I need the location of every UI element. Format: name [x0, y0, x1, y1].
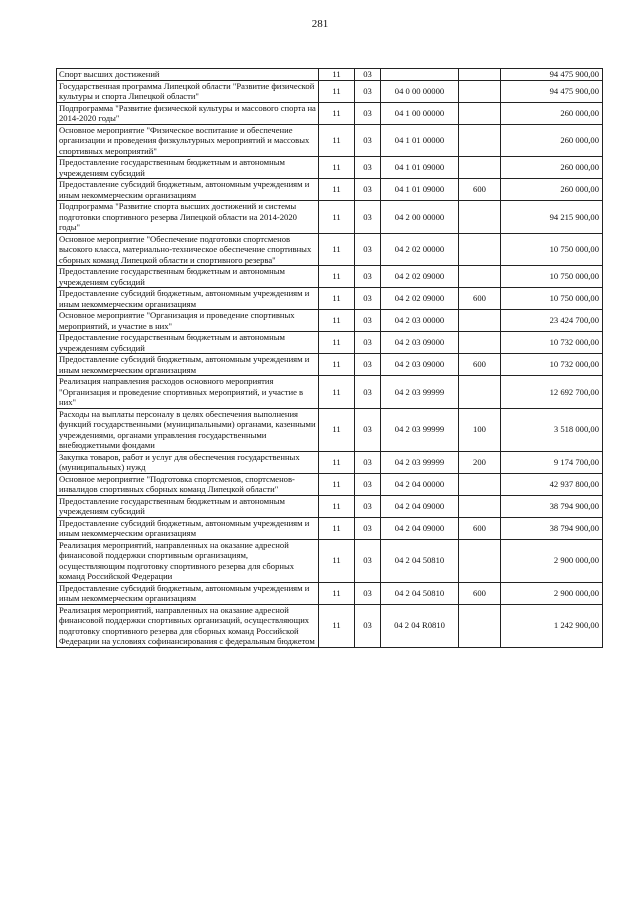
- amount: 9 174 700,00: [501, 451, 603, 473]
- target-article-code: 04 2 04 00000: [381, 473, 459, 495]
- subsection-code: 03: [355, 102, 381, 124]
- target-article-code: [381, 69, 459, 81]
- table-row: [57, 495, 603, 517]
- table-row: [57, 451, 603, 473]
- table-row: [57, 102, 603, 124]
- section-code: 11: [319, 233, 355, 266]
- subsection-code: 03: [355, 124, 381, 157]
- expense-type-code: [459, 233, 501, 266]
- section-code: 11: [319, 604, 355, 647]
- expense-type-code: 600: [459, 354, 501, 376]
- section-code: 11: [319, 102, 355, 124]
- amount: 10 750 000,00: [501, 288, 603, 310]
- section-code: 11: [319, 517, 355, 539]
- table-row: [57, 473, 603, 495]
- section-code: 11: [319, 582, 355, 604]
- expense-type-code: 600: [459, 517, 501, 539]
- table-row: [57, 310, 603, 332]
- target-article-code: 04 1 01 00000: [381, 124, 459, 157]
- target-article-code: 04 2 04 50810: [381, 582, 459, 604]
- expense-type-code: [459, 604, 501, 647]
- subsection-code: 03: [355, 201, 381, 234]
- subsection-code: 03: [355, 266, 381, 288]
- table-row: [57, 354, 603, 376]
- budget-table: [56, 68, 603, 648]
- expense-type-code: 600: [459, 179, 501, 201]
- amount: 23 424 700,00: [501, 310, 603, 332]
- section-code: 11: [319, 201, 355, 234]
- expense-type-code: [459, 495, 501, 517]
- item-name: Закупка товаров, работ и услуг для обеспечения государственных (муниципальных) нужд: [57, 451, 319, 473]
- expense-type-code: [459, 124, 501, 157]
- item-name: Основное мероприятие "Организация и проведение спортивных мероприятий, и участие в них": [57, 310, 319, 332]
- table-row: [57, 80, 603, 102]
- item-name: Подпрограмма "Развитие спорта высших достижений и системы подготовки спортивного резерва Липецкой области на 2014-2020 годы": [57, 201, 319, 234]
- expense-type-code: [459, 102, 501, 124]
- item-name: Государственная программа Липецкой области "Развитие физической культуры и спорта Липецкой области": [57, 80, 319, 102]
- section-code: 11: [319, 124, 355, 157]
- amount: 260 000,00: [501, 102, 603, 124]
- amount: 260 000,00: [501, 157, 603, 179]
- expense-type-code: [459, 80, 501, 102]
- target-article-code: 04 2 04 09000: [381, 517, 459, 539]
- table-row: [57, 179, 603, 201]
- amount: 2 900 000,00: [501, 539, 603, 582]
- section-code: 11: [319, 473, 355, 495]
- item-name: Основное мероприятие "Подготовка спортсменов, спортсменов-инвалидов спортивных сборных команд Липецкой области": [57, 473, 319, 495]
- table-row: [57, 288, 603, 310]
- subsection-code: 03: [355, 233, 381, 266]
- item-name: Подпрограмма "Развитие физической культуры и массового спорта на 2014-2020 годы": [57, 102, 319, 124]
- item-name: Реализация мероприятий, направленных на оказание адресной финансовой поддержки спортивным организациям, осуществляющим подготовку спортивного резерва для сборных команд Российской Федерации: [57, 539, 319, 582]
- amount: 38 794 900,00: [501, 517, 603, 539]
- expense-type-code: [459, 266, 501, 288]
- item-name: Предоставление субсидий бюджетным, автономным учреждениям и иным некоммерческим организациям: [57, 288, 319, 310]
- table-row: [57, 201, 603, 234]
- section-code: 11: [319, 157, 355, 179]
- table-body: [57, 69, 603, 648]
- subsection-code: 03: [355, 80, 381, 102]
- item-name: Предоставление государственным бюджетным и автономным учреждениям субсидий: [57, 495, 319, 517]
- subsection-code: 03: [355, 179, 381, 201]
- subsection-code: 03: [355, 517, 381, 539]
- expense-type-code: [459, 157, 501, 179]
- subsection-code: 03: [355, 451, 381, 473]
- item-name: Спорт высших достижений: [57, 69, 319, 81]
- table-row: [57, 376, 603, 409]
- target-article-code: 04 2 03 00000: [381, 310, 459, 332]
- subsection-code: 03: [355, 495, 381, 517]
- amount: 10 732 000,00: [501, 354, 603, 376]
- expense-type-code: [459, 539, 501, 582]
- subsection-code: 03: [355, 582, 381, 604]
- target-article-code: 04 1 00 00000: [381, 102, 459, 124]
- amount: 2 900 000,00: [501, 582, 603, 604]
- section-code: 11: [319, 354, 355, 376]
- item-name: Предоставление государственным бюджетным и автономным учреждениям субсидий: [57, 332, 319, 354]
- table-row: [57, 266, 603, 288]
- subsection-code: 03: [355, 288, 381, 310]
- subsection-code: 03: [355, 539, 381, 582]
- amount: 3 518 000,00: [501, 408, 603, 451]
- table-row: [57, 517, 603, 539]
- item-name: Основное мероприятие "Обеспечение подготовки спортсменов высокого класса, материально-техническое обеспечение спортивных сборных команд Липецкой области и спортивного резерва": [57, 233, 319, 266]
- table-row: [57, 539, 603, 582]
- subsection-code: 03: [355, 332, 381, 354]
- target-article-code: 04 2 04 R0810: [381, 604, 459, 647]
- expense-type-code: [459, 201, 501, 234]
- table-row: [57, 157, 603, 179]
- section-code: 11: [319, 80, 355, 102]
- section-code: 11: [319, 495, 355, 517]
- item-name: Предоставление субсидий бюджетным, автономным учреждениям и иным некоммерческим организациям: [57, 517, 319, 539]
- item-name: Предоставление государственным бюджетным и автономным учреждениям субсидий: [57, 266, 319, 288]
- table-row: [57, 604, 603, 647]
- expense-type-code: [459, 69, 501, 81]
- target-article-code: 04 2 04 09000: [381, 495, 459, 517]
- section-code: 11: [319, 408, 355, 451]
- target-article-code: 04 2 03 99999: [381, 376, 459, 409]
- amount: 12 692 700,00: [501, 376, 603, 409]
- target-article-code: 04 2 02 09000: [381, 266, 459, 288]
- item-name: Реализация направления расходов основного мероприятия "Организация и проведение спортивных мероприятий, и участие в них": [57, 376, 319, 409]
- section-code: 11: [319, 376, 355, 409]
- amount: 1 242 900,00: [501, 604, 603, 647]
- amount: 94 475 900,00: [501, 69, 603, 81]
- item-name: Расходы на выплаты персоналу в целях обеспечения выполнения функций государственными (муниципальными) органами, казенными учреждениями, органами управления государственными внебюджетными фондами: [57, 408, 319, 451]
- subsection-code: 03: [355, 376, 381, 409]
- expense-type-code: 600: [459, 582, 501, 604]
- expense-type-code: [459, 376, 501, 409]
- section-code: 11: [319, 266, 355, 288]
- table-row: [57, 69, 603, 81]
- item-name: Предоставление субсидий бюджетным, автономным учреждениям и иным некоммерческим организациям: [57, 179, 319, 201]
- subsection-code: 03: [355, 354, 381, 376]
- expense-type-code: [459, 310, 501, 332]
- section-code: 11: [319, 179, 355, 201]
- expense-type-code: 100: [459, 408, 501, 451]
- amount: 94 475 900,00: [501, 80, 603, 102]
- subsection-code: 03: [355, 157, 381, 179]
- amount: 10 750 000,00: [501, 266, 603, 288]
- item-name: Предоставление субсидий бюджетным, автономным учреждениям и иным некоммерческим организациям: [57, 582, 319, 604]
- amount: 260 000,00: [501, 124, 603, 157]
- target-article-code: 04 2 00 00000: [381, 201, 459, 234]
- section-code: 11: [319, 310, 355, 332]
- table-row: [57, 332, 603, 354]
- expense-type-code: 600: [459, 288, 501, 310]
- section-code: 11: [319, 69, 355, 81]
- section-code: 11: [319, 539, 355, 582]
- section-code: 11: [319, 332, 355, 354]
- section-code: 11: [319, 451, 355, 473]
- item-name: Предоставление государственным бюджетным и автономным учреждениям субсидий: [57, 157, 319, 179]
- subsection-code: 03: [355, 310, 381, 332]
- subsection-code: 03: [355, 69, 381, 81]
- amount: 94 215 900,00: [501, 201, 603, 234]
- item-name: Реализация мероприятий, направленных на оказание адресной финансовой поддержки спортивных организаций, осуществляющих подготовку спортивного резерва для сборных команд Российской Федерации на условиях софинансирования с федеральным бюджетом: [57, 604, 319, 647]
- table-row: [57, 124, 603, 157]
- target-article-code: 04 2 04 50810: [381, 539, 459, 582]
- section-code: 11: [319, 288, 355, 310]
- item-name: Предоставление субсидий бюджетным, автономным учреждениям и иным некоммерческим организациям: [57, 354, 319, 376]
- target-article-code: 04 2 03 99999: [381, 408, 459, 451]
- expense-type-code: 200: [459, 451, 501, 473]
- subsection-code: 03: [355, 473, 381, 495]
- amount: 260 000,00: [501, 179, 603, 201]
- item-name: Основное мероприятие "Физическое воспитание и обеспечение организации и проведения физкультурных мероприятий и массовых спортивных мероприятий": [57, 124, 319, 157]
- amount: 38 794 900,00: [501, 495, 603, 517]
- subsection-code: 03: [355, 604, 381, 647]
- target-article-code: 04 0 00 00000: [381, 80, 459, 102]
- amount: 42 937 800,00: [501, 473, 603, 495]
- target-article-code: 04 2 03 09000: [381, 332, 459, 354]
- subsection-code: 03: [355, 408, 381, 451]
- amount: 10 750 000,00: [501, 233, 603, 266]
- table-row: [57, 408, 603, 451]
- target-article-code: 04 2 02 00000: [381, 233, 459, 266]
- target-article-code: 04 1 01 09000: [381, 179, 459, 201]
- table-row: [57, 582, 603, 604]
- target-article-code: 04 2 03 99999: [381, 451, 459, 473]
- expense-type-code: [459, 332, 501, 354]
- expense-type-code: [459, 473, 501, 495]
- table-row: [57, 233, 603, 266]
- page-number: 281: [311, 18, 329, 30]
- target-article-code: 04 1 01 09000: [381, 157, 459, 179]
- target-article-code: 04 2 03 09000: [381, 354, 459, 376]
- amount: 10 732 000,00: [501, 332, 603, 354]
- target-article-code: 04 2 02 09000: [381, 288, 459, 310]
